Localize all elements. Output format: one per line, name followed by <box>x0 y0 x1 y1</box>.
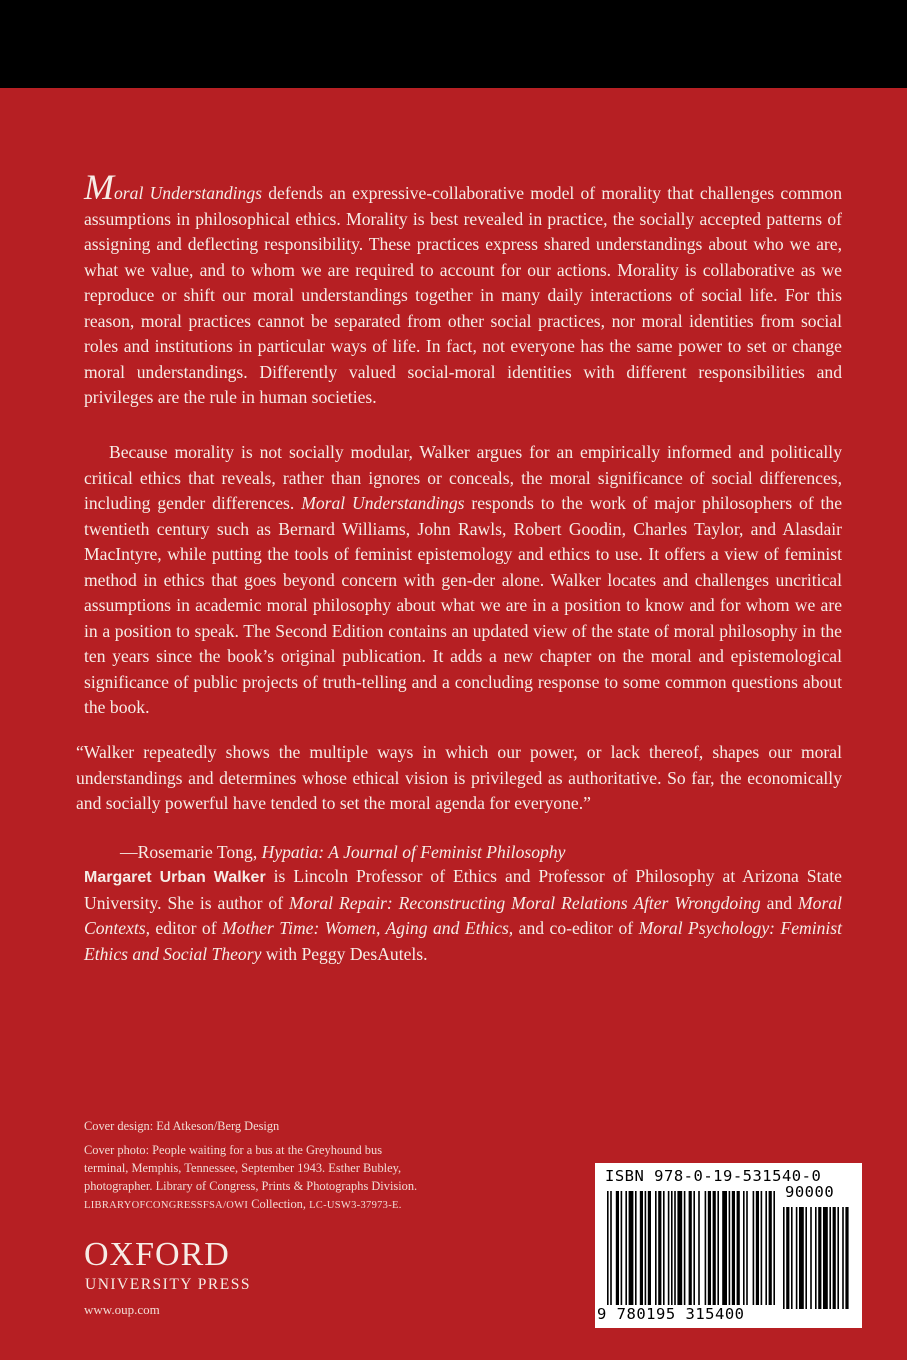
barcode-bar <box>708 1191 711 1309</box>
barcode-bar <box>799 1207 804 1309</box>
barcode-bar <box>663 1191 665 1309</box>
cover-photo-credit-4 <box>84 1195 464 1215</box>
ean-number: 9 780195 315400 <box>597 1305 777 1323</box>
cover-photo-credit-3: photographer. Library of Congress, Prints & Photographs Division. <box>84 1179 418 1193</box>
bio-part-a: is Lincoln Professor of Ethics and Professor of Philosophy at Arizona State University. She is author of <box>84 866 842 913</box>
description-paragraph-1 <box>84 169 842 411</box>
book-3: Mother Time: Women, Aging and Ethics, <box>222 918 514 938</box>
publisher-url: www.oup.com <box>84 1302 160 1317</box>
barcode-bar <box>818 1207 821 1309</box>
barcode-bar <box>729 1191 731 1309</box>
review-quote: “Walker repeatedly shows the multiple ways in which our power, or lack thereof, shapes our moral understandings and determines whose ethical vision is privileged as authoritative. So far, the economically and socially powerful have tended to set the moral agenda for everyone.” <box>76 742 842 813</box>
barcode-bar <box>658 1191 661 1309</box>
barcode-bar <box>756 1191 759 1309</box>
barcode-bar <box>833 1207 836 1309</box>
barcode-bar <box>684 1191 686 1309</box>
barcode-bar <box>705 1191 707 1309</box>
barcode-bar <box>842 1207 844 1309</box>
barcode-bar <box>773 1191 775 1309</box>
reviewer-name: —Rosemarie Tong, <box>120 842 262 862</box>
price-addon-number: 90000 <box>785 1183 835 1201</box>
barcode-bar <box>796 1207 798 1309</box>
cover-design-credit: Cover design: Ed Atkeson/Berg Design <box>84 1119 280 1133</box>
top-black-band <box>0 0 907 88</box>
barcode-bar <box>791 1207 793 1309</box>
barcode-bar <box>810 1207 812 1309</box>
book-2: Moral Contexts, <box>84 892 842 938</box>
cover-credits <box>84 1117 464 1215</box>
paragraph-1-text: defends an expressive-collaborative model of morality that challenges common assumptions in philosophical ethics. Morality is best revealed in practice, the socially accepted patterns of assigning and deflecting responsibility. These practices express shared understandings about who we are, what we value, and to whom we are required to account for our actions. Morality is collaborative as we reproduce or shift our moral understandings together in many daily interactions of social life. For this reason, moral practices cannot be separated from other social practices, nor moral identities from social roles and institutions in particular ways of life. In fact, not everyone has the same power to set or change moral understandings. Differently valued social-moral identities with different responsibilities and privileges are the rule in human societies. <box>84 183 842 407</box>
barcode-bar <box>805 1207 807 1309</box>
barcode-bar <box>823 1207 828 1309</box>
collection-code: LC-USW3-37973-E. <box>309 1200 402 1211</box>
barcode-bar <box>668 1191 670 1309</box>
barcode-bar <box>753 1191 755 1309</box>
publisher-logo: OXFORD <box>84 1236 230 1273</box>
paragraph-2-title: Moral Understandings <box>301 493 465 513</box>
barcode-bar <box>732 1191 735 1309</box>
barcode-bar <box>698 1191 700 1309</box>
barcode-bar <box>677 1191 682 1309</box>
barcode-bar <box>717 1191 719 1309</box>
book-4: Moral Psychology: Feminist Ethics and Social Theory <box>84 918 843 964</box>
barcode-bar <box>837 1207 839 1309</box>
bio-part-b: and <box>760 892 799 913</box>
barcode-bar <box>722 1191 727 1309</box>
bio-part-d: and co-editor of <box>513 918 639 938</box>
barcode-bar <box>769 1191 772 1309</box>
barcode-panel <box>595 1163 862 1328</box>
barcode-bar <box>671 1191 673 1309</box>
barcode-bar <box>815 1207 817 1309</box>
publisher-subname: UNIVERSITY PRESS <box>85 1276 251 1293</box>
barcode-bar <box>610 1191 612 1309</box>
barcode-bar <box>607 1191 609 1309</box>
addon-barcode <box>783 1207 851 1309</box>
paragraph-2-part-b: responds to the work of major philosophers of the twentieth century such as Bernard Williams, John Rawls, Robert Goodin, Charles Taylor, and Alasdair MacIntyre, while putting the tools of feminist epistemology and ethics to use. It offers a view of feminist method in ethics that goes beyond concern with gen-der alone. Walker locates and challenges uncritical assumptions in academic moral philosophy about what we are in a position to know and for whom we are in a position to speak. The Second Edition contains an updated view of the state of moral philosophy in the ten years since the book’s original publication. It adds a new chapter on the moral and epistemological significance of public projects of truth-telling and a concluding response to some common questions about the book. <box>84 493 843 717</box>
barcode-bar <box>783 1207 785 1309</box>
barcode-bar <box>648 1191 651 1309</box>
barcode-bar <box>765 1191 767 1309</box>
ean-barcode <box>607 1191 775 1309</box>
review-attribution <box>120 840 565 866</box>
author-name: Margaret Urban Walker <box>84 869 266 886</box>
barcode-bar <box>645 1191 647 1309</box>
author-bio <box>84 864 842 967</box>
description-paragraph-2 <box>84 440 842 721</box>
barcode-bar <box>829 1207 831 1309</box>
barcode-bar <box>629 1191 634 1309</box>
collection-name: LIBRARYOFCONGRESSFSA/OWI <box>84 1200 249 1211</box>
review-source: Hypatia: A Journal of Feminist Philosophy <box>261 842 566 862</box>
barcode-bar <box>655 1191 657 1309</box>
book-1: Moral Repair: Reconstructing Moral Relations After Wrongdoing <box>289 892 761 913</box>
cover-photo-credit-1: Cover photo: People waiting for a bus at the Greyhound bus <box>84 1143 383 1157</box>
barcode-bar <box>640 1191 643 1309</box>
bio-part-c: editor of <box>149 918 223 938</box>
barcode-bar <box>743 1191 745 1309</box>
barcode-bar <box>746 1191 748 1309</box>
barcode-bar <box>713 1191 716 1309</box>
barcode-bar <box>786 1207 789 1309</box>
barcode-bar <box>693 1191 695 1309</box>
barcode-bar <box>616 1191 619 1309</box>
paragraph-2-part-a: Because morality is not socially modular, Walker argues for an empirically informed and politically critical ethics that reveals, rather than ignores or conceals, the moral significance of social differences, including gender differences. <box>84 442 842 513</box>
barcode-bar <box>761 1191 763 1309</box>
bio-part-e: with Peggy DesAutels. <box>261 943 428 964</box>
book-title: oral Understandings <box>114 183 262 203</box>
barcode-bar <box>845 1207 848 1309</box>
barcode-bar <box>625 1191 627 1309</box>
barcode-bar <box>674 1191 676 1309</box>
collection-word: Collection, <box>248 1197 310 1211</box>
barcode-bar <box>737 1191 740 1309</box>
barcode-bar <box>621 1191 623 1309</box>
barcode-bar <box>689 1191 692 1309</box>
cover-photo-credit-2: terminal, Memphis, Tennessee, September 1943. Esther Bubley, <box>84 1161 402 1175</box>
isbn-text: ISBN 978-0-19-531540-0 <box>605 1167 822 1185</box>
barcode-bar <box>635 1191 637 1309</box>
title-initial: M <box>84 167 114 207</box>
